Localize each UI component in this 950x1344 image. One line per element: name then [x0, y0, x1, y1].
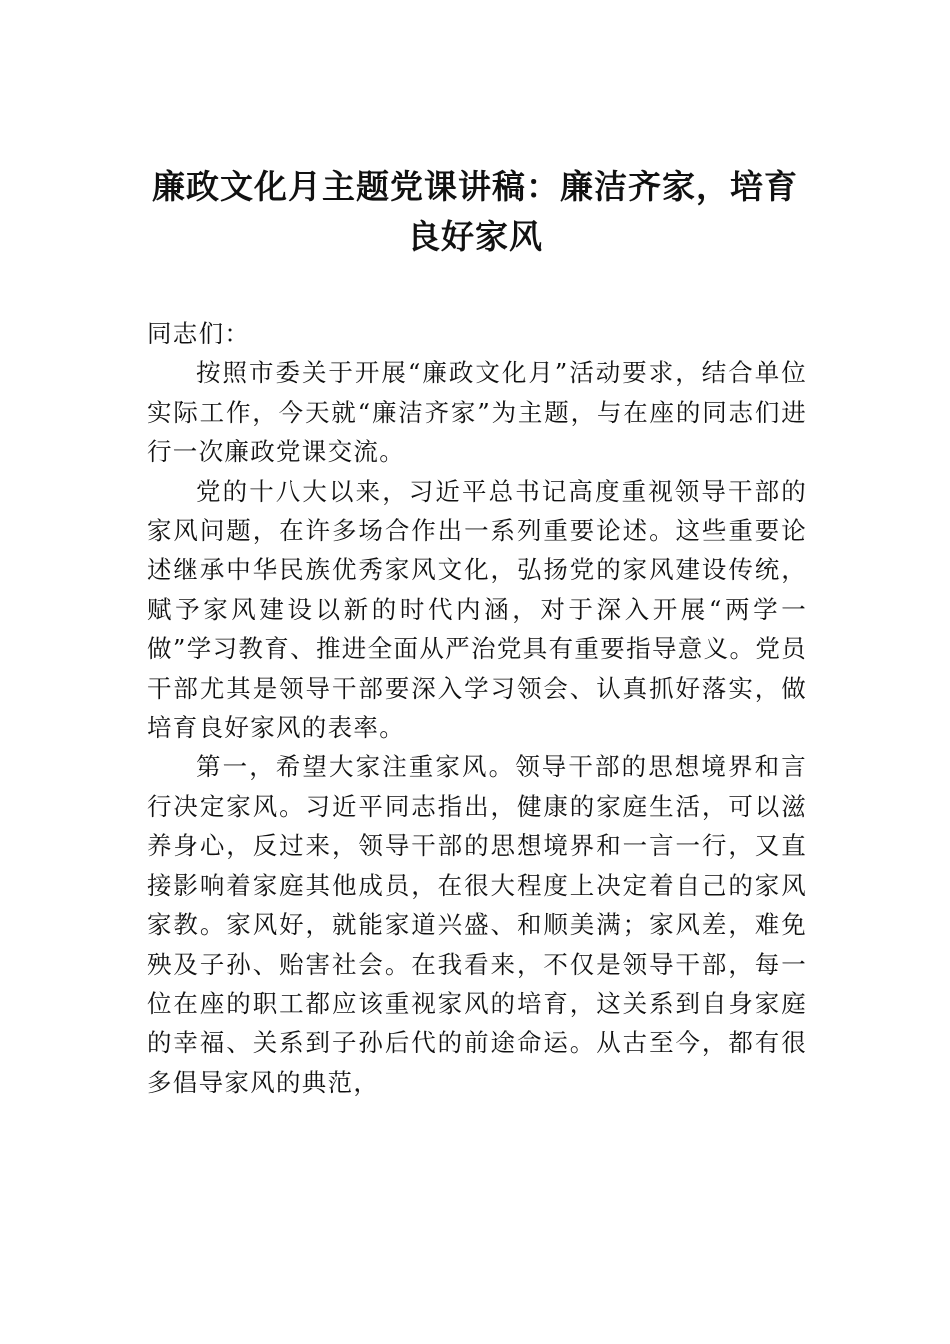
paragraph-first-point: 第一，希望大家注重家风。领导干部的思想境界和言行决定家风。习近平同志指出，健康的家庭生活，可以滋养身心，反过来，领导干部的思想境界和一言一行，又直接影响着家庭其他成员，在很大程度上决定着自己的家风家教。家风好，就能家道兴盛、和顺美满；家风差，难免殃及子孙、贻害社会。在我看来，不仅是领导干部，每一位在座的职工都应该重视家风的培育，这关系到自身家庭的幸福、关系到子孙后代的前途命运。从古至今，都有很多倡导家风的典范，: [147, 752, 807, 1097]
salutation: 同志们：: [147, 319, 251, 348]
document-body: [147, 314, 807, 1102]
document-title: 廉政文化月主题党课讲稿：廉洁齐家，培育良好家风: [152, 167, 798, 256]
paragraph-intro: 按照市委关于开展“廉政文化月”活动要求，结合单位实际工作，今天就“廉洁齐家”为主题，与在座的同志们进行一次廉政党课交流。: [147, 358, 807, 467]
paragraph-background: 党的十八大以来，习近平总书记高度重视领导干部的家风问题，在许多场合作出一系列重要论述。这些重要论述继承中华民族优秀家风文化，弘扬党的家风建设传统，赋予家风建设以新的时代内涵，对于深入开展“两学一做”学习教育、推进全面从严治党具有重要指导意义。党员干部尤其是领导干部要深入学习领会、认真抓好落实，做培育良好家风的表率。: [147, 476, 807, 743]
